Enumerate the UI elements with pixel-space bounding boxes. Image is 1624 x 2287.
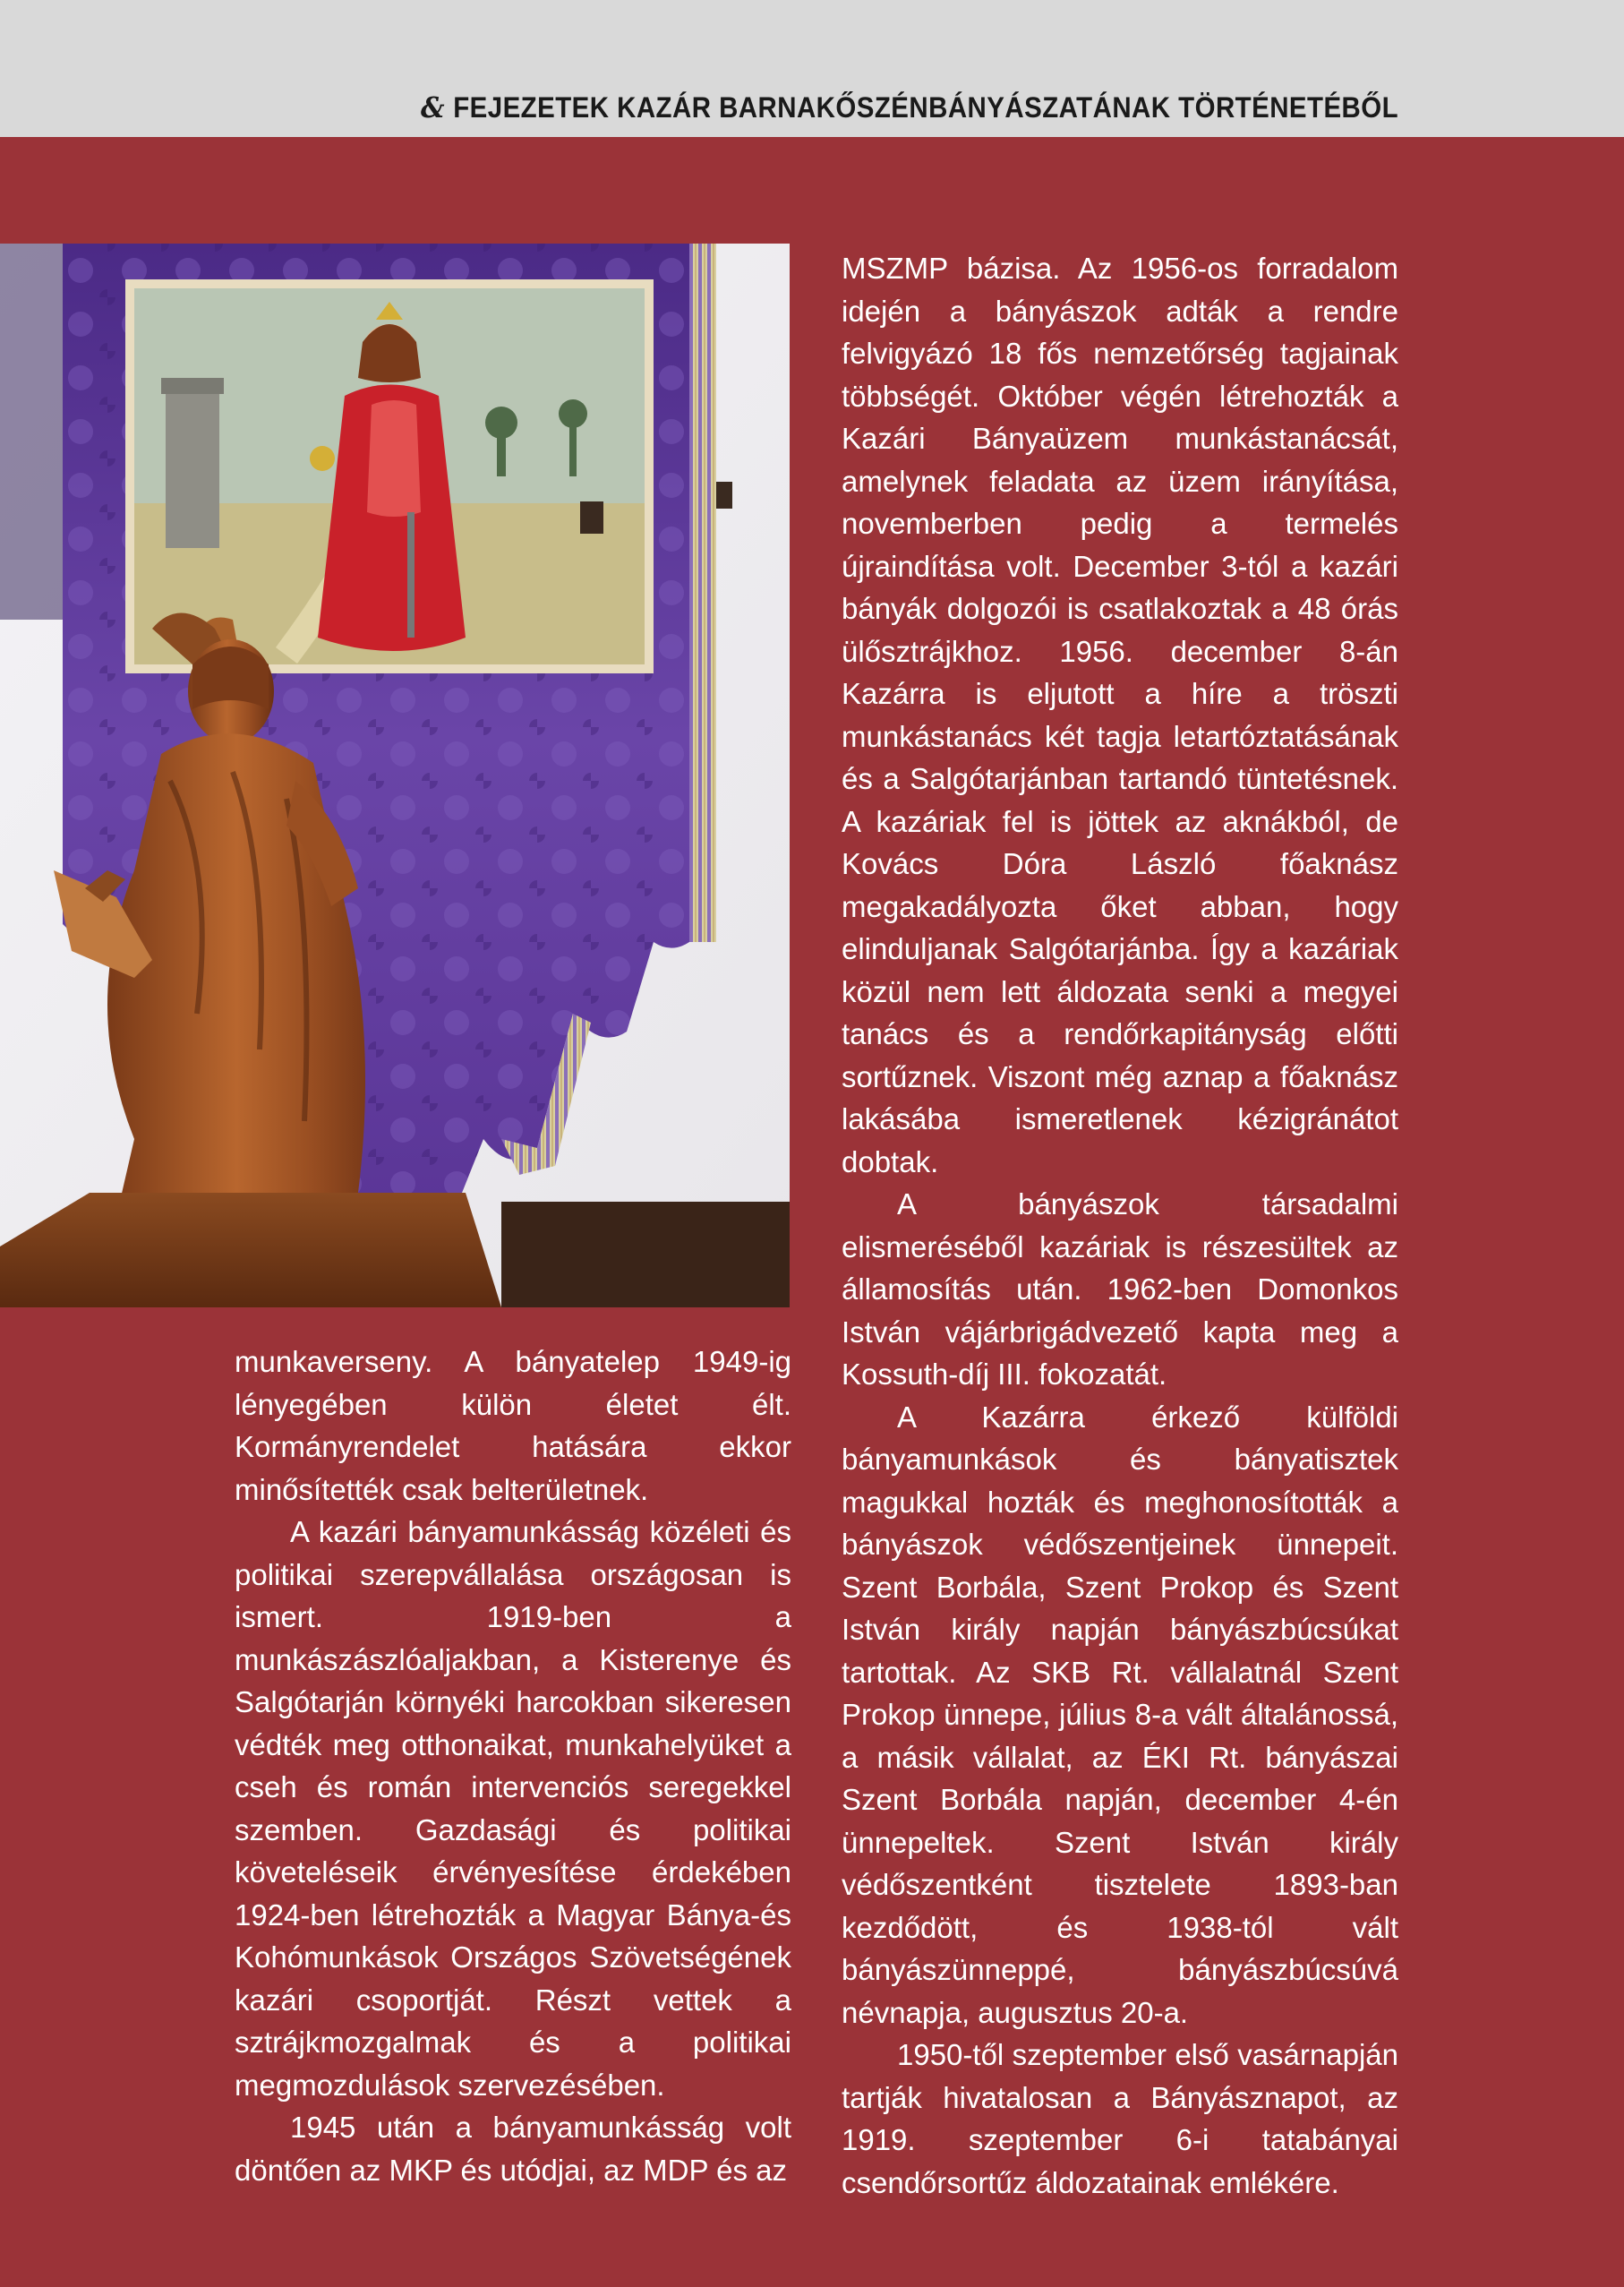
- paragraph: 1950-től szeptember első vasárnapján tartják hivatalosan a Bányásznapot, az 1919. szeptember 6-i tatabányai csendőrsortűz áldozatainak emlékére.: [842, 2038, 1398, 2199]
- photo-statue-and-banner: [0, 244, 790, 1307]
- text-column-left: [235, 1341, 791, 2191]
- paragraph: A kazári bányamunkásság közéleti és politikai szerepvállalása országosan is ismert. 1919-ben a munkászászlóaljakban, a Kisterenye és Salgótarján környéki harcokban sikeresen védték meg otthonaikat, munkahelyüket a cseh és román intervenciós seregekkel szemben. Gazdasági és politikai követeléseik érvényesítése érdekében 1924-ben létrehozták a Magyar Bánya-és Kohómunkások Országos Szövetségének kazári csoportját. Részt vettek a sztrájkmozgalmak és a politikai megmozdulások szervezésében.: [235, 1515, 791, 2102]
- paragraph: A Kazárra érkező külföldi bányamunkások és bányatisztek magukkal hozták és meghonosították a bányászok védőszentjeinek ünnepeit. Szent Borbála, Szent Prokop és Szent István király napján bányászbúcsúkat tartottak. Az SKB Rt. vállalatnál Szent Prokop ünnepe, július 8-a vált általánossá, a másik vállalat, az ÉKI Rt. bányászai Szent Borbála napján, december 4-én ünnepeltek. Szent István király védőszentként tisztelete 1893-ban kezdődött, és 1938-tól vált bányászünneppé, bányászbúcsúvá névnapja, augusztus 20-a.: [842, 1400, 1398, 2029]
- paragraph: 1945 után a bányamunkásság volt döntően az MKP és utódjai, az MDP és az: [235, 2111, 791, 2187]
- paragraph: munkaverseny. A bányatelep 1949-ig lényegében külön életet élt. Kormányrendelet hatására ekkor minősítették csak belterületnek.: [235, 1345, 791, 1506]
- header-band: [0, 0, 1624, 137]
- text-column-right: [842, 247, 1398, 2204]
- paragraph: A bányászok társadalmi elismeréséből kazáriak is részesültek az államosítás után. 1962-ben Domonkos István vájárbrigádvezető kapta meg a Kossuth-díj III. fokozatát.: [842, 1187, 1398, 1391]
- chapter-title-text: FEJEZETEK KAZÁR BARNAKŐSZÉNBÁNYÁSZATÁNAK TÖRTÉNETÉBŐL: [453, 91, 1398, 124]
- ornament-icon: &: [420, 90, 445, 124]
- paragraph: MSZMP bázisa. Az 1956-os forradalom idején a bányászok adták a rendre felvigyázó 18 fős nemzetőrség tagjainak többségét. Október végén létrehozták a Kazári Bányaüzem munkástanácsát, amelynek feladata az üzem irányítása, novemberben pedig a termelés újraindítása volt. December 3-tól a kazári bányák dolgozói is csatlakoztak a 48 órás ülősztrájkhoz. 1956. december 8-án Kazárra is eljutott a híre a tröszti munkástanács két tagja letartóztatásának és a Salgótarjánban tartandó tüntetésnek. A kazáriak fel is jöttek az aknákból, de Kovács Dóra László főaknász megakadályozta őket abban, hogy elinduljanak Salgótarjánba. Így a kazáriak közül nem lett áldozata senki a megyei tanács és a rendőrkapitányság előtti sortűznek. Viszont még aznap a főaknász lakásába ismeretlenek kézigránátot dobtak.: [842, 252, 1398, 1178]
- photo-illustration: [0, 244, 790, 1307]
- chapter-title: [421, 90, 1398, 124]
